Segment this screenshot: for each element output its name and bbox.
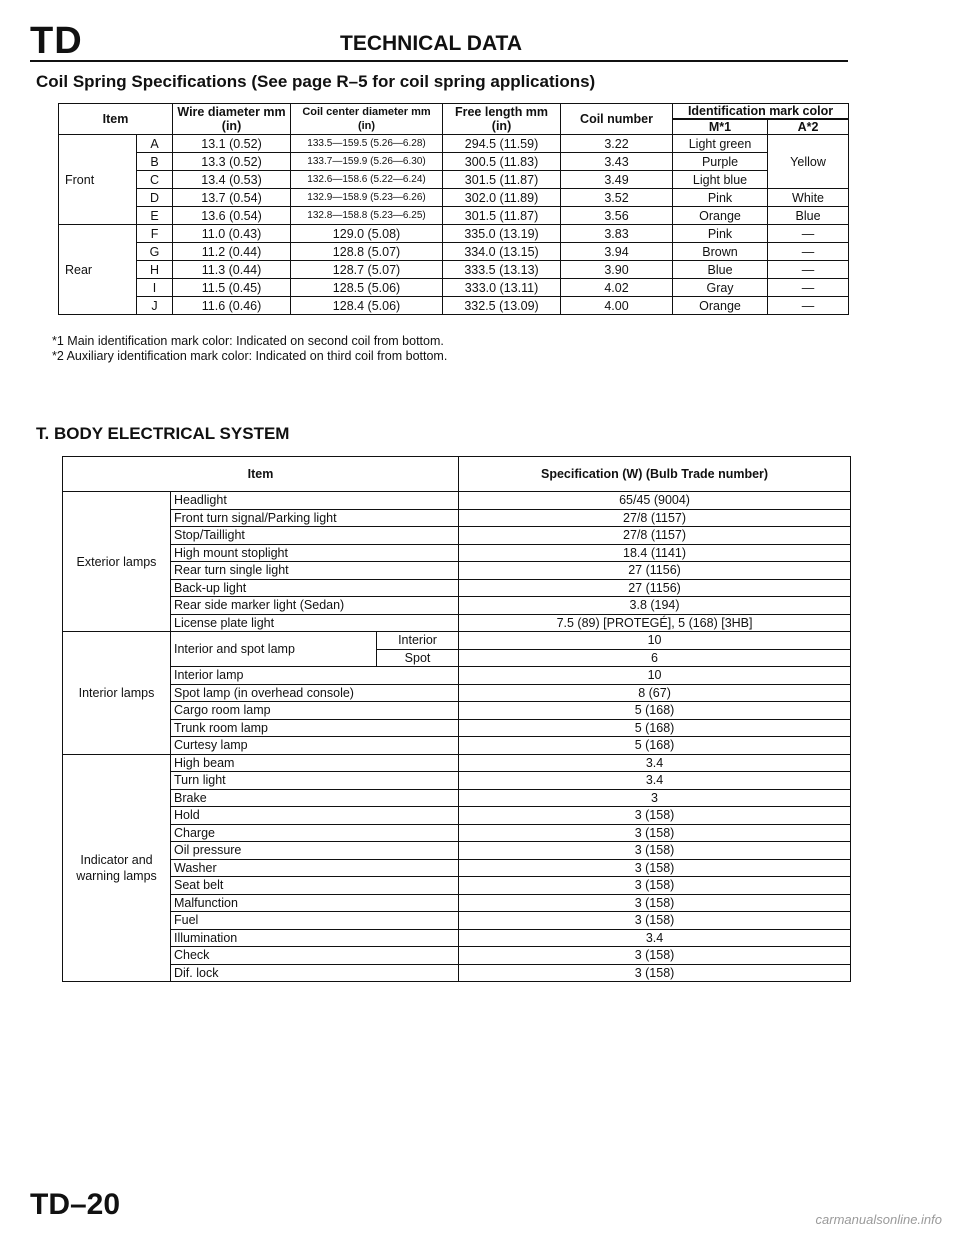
bulb-spec: 3.4 [459, 929, 851, 947]
coil-free: 301.5 (11.87) [443, 171, 561, 189]
coil-mark-a: — [768, 279, 849, 297]
bulb-row [63, 859, 851, 877]
coil-wire: 11.0 (0.43) [173, 225, 291, 243]
bulb-row [63, 947, 851, 965]
coil-row [59, 243, 849, 261]
bulb-row [63, 509, 851, 527]
coil-mark-a: — [768, 261, 849, 279]
bulb-spec: 3.4 [459, 772, 851, 790]
coil-mark-m: Orange [673, 297, 768, 315]
bulb-row [63, 912, 851, 930]
coil-free: 334.0 (13.15) [443, 243, 561, 261]
bulb-row [63, 824, 851, 842]
bulb-item: Headlight [171, 492, 459, 510]
bulb-row [63, 807, 851, 825]
coil-header-a: A*2 [768, 119, 849, 135]
bulb-spec: 27 (1156) [459, 562, 851, 580]
coil-code: I [137, 279, 173, 297]
bulb-row [63, 929, 851, 947]
coil-free: 333.5 (13.13) [443, 261, 561, 279]
coil-center: 132.6—158.6 (5.22—6.24) [291, 171, 443, 189]
bulb-subitem: Interior [377, 632, 459, 650]
coil-code: D [137, 189, 173, 207]
bulb-spec: 10 [459, 632, 851, 650]
elec-header-item: Item [63, 457, 459, 492]
coil-number: 3.83 [561, 225, 673, 243]
group-indicator-lamps: Indicator and warning lamps [63, 754, 171, 982]
coil-row [59, 171, 849, 189]
bulb-spec: 3 (158) [459, 964, 851, 982]
coil-mark-m: Gray [673, 279, 768, 297]
coil-row [59, 135, 849, 153]
coil-row [59, 207, 849, 225]
coil-free: 301.5 (11.87) [443, 207, 561, 225]
coil-row [59, 261, 849, 279]
bulb-item: Oil pressure [171, 842, 459, 860]
coil-wire: 11.5 (0.45) [173, 279, 291, 297]
bulb-row [63, 877, 851, 895]
bulb-item: Interior and spot lamp [171, 632, 377, 667]
bulb-spec: 5 (168) [459, 719, 851, 737]
bulb-spec: 3 (158) [459, 947, 851, 965]
coil-center: 133.5—159.5 (5.26—6.28) [291, 135, 443, 153]
bulb-row [63, 772, 851, 790]
bulb-row [63, 614, 851, 632]
bulb-row [63, 842, 851, 860]
coil-note-2: *2 Auxiliary identification mark color: Indicated on third coil from bottom. [52, 349, 448, 363]
bulb-item: Back-up light [171, 579, 459, 597]
bulb-row [63, 702, 851, 720]
bulb-item: Turn light [171, 772, 459, 790]
coil-header-wire: Wire diameter mm (in) [173, 104, 291, 135]
coil-header-center: Coil center diameter mm (in) [291, 104, 443, 135]
elec-section-title: T. BODY ELECTRICAL SYSTEM [36, 424, 290, 443]
coil-code: F [137, 225, 173, 243]
bulb-item: Trunk room lamp [171, 719, 459, 737]
coil-free: 302.0 (11.89) [443, 189, 561, 207]
coil-center: 132.8—158.8 (5.23—6.25) [291, 207, 443, 225]
coil-wire: 13.7 (0.54) [173, 189, 291, 207]
coil-center: 128.5 (5.06) [291, 279, 443, 297]
bulb-row [63, 492, 851, 510]
bulb-row [63, 754, 851, 772]
coil-center: 129.0 (5.08) [291, 225, 443, 243]
bulb-spec: 5 (168) [459, 702, 851, 720]
bulb-row [63, 632, 851, 650]
coil-table-body [59, 135, 849, 315]
bulb-spec: 3 (158) [459, 859, 851, 877]
bulb-spec: 8 (67) [459, 684, 851, 702]
coil-number: 4.00 [561, 297, 673, 315]
bulb-spec: 7.5 (89) [PROTEGÉ], 5 (168) [3HB] [459, 614, 851, 632]
group-exterior-lamps: Exterior lamps [63, 492, 171, 632]
coil-mark-m: Brown [673, 243, 768, 261]
coil-center: 132.9—158.9 (5.23—6.26) [291, 189, 443, 207]
bulb-item: Rear turn single light [171, 562, 459, 580]
coil-mark-m: Orange [673, 207, 768, 225]
bulb-item: Seat belt [171, 877, 459, 895]
coil-wire: 13.1 (0.52) [173, 135, 291, 153]
bulb-spec: 27 (1156) [459, 579, 851, 597]
coil-spring-table [58, 103, 849, 315]
coil-code: J [137, 297, 173, 315]
coil-free: 332.5 (13.09) [443, 297, 561, 315]
coil-mark-m: Pink [673, 189, 768, 207]
coil-wire: 13.6 (0.54) [173, 207, 291, 225]
bulb-item: Spot lamp (in overhead console) [171, 684, 459, 702]
bulb-spec: 5 (168) [459, 737, 851, 755]
section-code: TD [30, 20, 83, 62]
bulb-spec: 27/8 (1157) [459, 527, 851, 545]
coil-number: 3.90 [561, 261, 673, 279]
coil-mark-m: Light blue [673, 171, 768, 189]
coil-free: 335.0 (13.19) [443, 225, 561, 243]
coil-row [59, 279, 849, 297]
coil-note-1: *1 Main identification mark color: Indicated on second coil from bottom. [52, 334, 444, 348]
bulb-spec: 3 (158) [459, 894, 851, 912]
coil-header-ident: Identification mark color [673, 104, 849, 120]
bulb-row [63, 964, 851, 982]
bulb-item: Illumination [171, 929, 459, 947]
watermark: carmanualsonline.info [815, 1212, 942, 1227]
coil-mark-m: Pink [673, 225, 768, 243]
coil-mark-a: — [768, 225, 849, 243]
bulb-item: Curtesy lamp [171, 737, 459, 755]
bulb-item: Brake [171, 789, 459, 807]
bulb-item: Cargo room lamp [171, 702, 459, 720]
bulb-spec: 65/45 (9004) [459, 492, 851, 510]
bulb-spec: 3 (158) [459, 824, 851, 842]
coil-number: 4.02 [561, 279, 673, 297]
bulb-spec: 6 [459, 649, 851, 667]
bulb-item: High beam [171, 754, 459, 772]
bulb-item: Dif. lock [171, 964, 459, 982]
bulb-spec: 3 (158) [459, 912, 851, 930]
coil-wire: 13.3 (0.52) [173, 153, 291, 171]
bulb-item: Stop/Taillight [171, 527, 459, 545]
bulb-item: Washer [171, 859, 459, 877]
coil-mark-a: — [768, 297, 849, 315]
page-title: TECHNICAL DATA [340, 32, 522, 55]
coil-notes [52, 334, 447, 364]
coil-center: 128.7 (5.07) [291, 261, 443, 279]
bulb-item: License plate light [171, 614, 459, 632]
bulb-row [63, 667, 851, 685]
bulb-row [63, 737, 851, 755]
bulb-row [63, 894, 851, 912]
bulb-spec: 10 [459, 667, 851, 685]
coil-section-title: Coil Spring Specifications (See page R–5 for coil spring applications) [36, 72, 596, 91]
bulb-row [63, 544, 851, 562]
bulb-item: Rear side marker light (Sedan) [171, 597, 459, 615]
coil-free: 294.5 (11.59) [443, 135, 561, 153]
coil-mark-m: Purple [673, 153, 768, 171]
bulb-row [63, 684, 851, 702]
coil-code: C [137, 171, 173, 189]
bulb-item: Interior lamp [171, 667, 459, 685]
coil-center: 128.4 (5.06) [291, 297, 443, 315]
coil-header-m: M*1 [673, 119, 768, 135]
coil-row [59, 297, 849, 315]
coil-center: 128.8 (5.07) [291, 243, 443, 261]
coil-wire: 11.3 (0.44) [173, 261, 291, 279]
coil-wire: 11.6 (0.46) [173, 297, 291, 315]
coil-mark-a: — [768, 243, 849, 261]
bulb-spec: 3 (158) [459, 807, 851, 825]
bulb-spec: 3.4 [459, 754, 851, 772]
bulb-item: Check [171, 947, 459, 965]
coil-code: B [137, 153, 173, 171]
coil-row [59, 153, 849, 171]
bulb-spec: 18.4 (1141) [459, 544, 851, 562]
bulb-row [63, 579, 851, 597]
bulb-subitem: Spot [377, 649, 459, 667]
coil-row [59, 189, 849, 207]
bulb-spec: 3 [459, 789, 851, 807]
coil-mark-m: Light green [673, 135, 768, 153]
coil-mark-a: Blue [768, 207, 849, 225]
coil-number: 3.49 [561, 171, 673, 189]
bulb-item: Fuel [171, 912, 459, 930]
coil-group-rear: Rear [59, 225, 137, 315]
coil-number: 3.52 [561, 189, 673, 207]
bulb-spec: 3 (158) [459, 877, 851, 895]
bulb-item: Front turn signal/Parking light [171, 509, 459, 527]
coil-wire: 11.2 (0.44) [173, 243, 291, 261]
bulb-item: Charge [171, 824, 459, 842]
bulb-spec: 3 (158) [459, 842, 851, 860]
bulb-row [63, 562, 851, 580]
bulb-row [63, 597, 851, 615]
page-number: TD–20 [30, 1188, 121, 1221]
coil-number: 3.94 [561, 243, 673, 261]
coil-free: 333.0 (13.11) [443, 279, 561, 297]
group-interior-lamps: Interior lamps [63, 632, 171, 755]
bulb-row [63, 789, 851, 807]
bulb-row [63, 527, 851, 545]
coil-mark-a: Yellow [768, 135, 849, 189]
coil-row [59, 225, 849, 243]
bulb-item: High mount stoplight [171, 544, 459, 562]
bulb-spec: 27/8 (1157) [459, 509, 851, 527]
coil-code: E [137, 207, 173, 225]
coil-wire: 13.4 (0.53) [173, 171, 291, 189]
coil-number: 3.22 [561, 135, 673, 153]
coil-code: H [137, 261, 173, 279]
header-rule [30, 60, 848, 62]
bulb-spec-table [62, 456, 851, 982]
coil-center: 133.7—159.9 (5.26—6.30) [291, 153, 443, 171]
coil-group-front: Front [59, 135, 137, 225]
coil-code: G [137, 243, 173, 261]
coil-header-free: Free length mm (in) [443, 104, 561, 135]
coil-free: 300.5 (11.83) [443, 153, 561, 171]
coil-mark-a: White [768, 189, 849, 207]
coil-code: A [137, 135, 173, 153]
bulb-table-body [63, 492, 851, 982]
coil-header-number: Coil number [561, 104, 673, 135]
bulb-row [63, 719, 851, 737]
coil-number: 3.56 [561, 207, 673, 225]
coil-header-item: Item [59, 104, 173, 135]
coil-mark-m: Blue [673, 261, 768, 279]
coil-number: 3.43 [561, 153, 673, 171]
elec-header-spec: Specification (W) (Bulb Trade number) [459, 457, 851, 492]
bulb-item: Hold [171, 807, 459, 825]
bulb-item: Malfunction [171, 894, 459, 912]
bulb-spec: 3.8 (194) [459, 597, 851, 615]
